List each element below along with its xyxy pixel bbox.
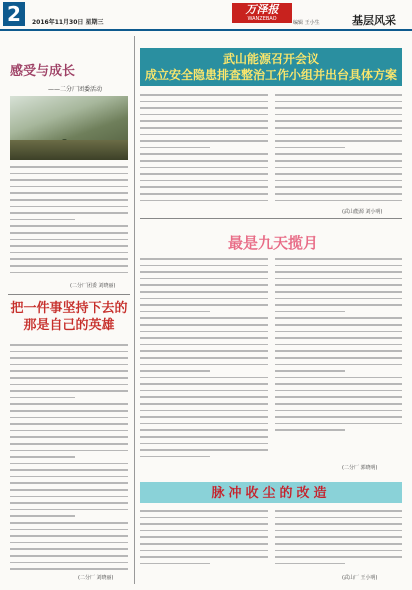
soldiers-group-photo	[10, 96, 128, 160]
divider	[8, 294, 130, 295]
headline-banner	[140, 48, 402, 86]
figure	[22, 142, 27, 154]
middle-article-body-left	[140, 258, 268, 472]
figure	[104, 142, 109, 154]
figure	[90, 141, 95, 154]
left-article2-signature: (二分厂 刘晓丽)	[78, 575, 114, 581]
left-article-body	[10, 166, 128, 278]
left-article-subtitle: ——二分厂团委活动	[48, 86, 103, 93]
left-article2-title: 把一件事坚持下去的那是自己的英雄	[10, 301, 128, 333]
middle-article-signature: (二分厂 郭晓明)	[342, 465, 378, 471]
middle-article-body-right	[275, 258, 402, 460]
banner-line-1: 武山能源召开会议	[222, 52, 319, 66]
page-header	[0, 0, 412, 30]
bottom-article-title-bar	[140, 482, 402, 503]
banner-article-signature: (武山能源 刘小明)	[342, 209, 383, 215]
page-number: 2	[3, 2, 25, 26]
banner-line-2: 成立安全隐患排查整治工作小组并出台具体方案	[144, 68, 397, 82]
issue-date: 2016年11月30日 星期三	[32, 19, 104, 26]
left-article-title: 感受与成长	[10, 64, 76, 79]
figure	[48, 142, 53, 154]
banner-article-body-right	[275, 94, 402, 206]
left-article-signature: (二分厂团委 刘晓丽)	[70, 283, 116, 289]
left-article2-body	[10, 344, 128, 570]
editor-line: 编辑 王小生	[293, 20, 320, 26]
banner-article-body-left	[140, 94, 268, 206]
section-title: 基层风采	[352, 14, 396, 27]
figure	[116, 140, 121, 154]
bottom-article-body-right	[275, 510, 402, 572]
bottom-article-body-left	[140, 510, 268, 572]
header-rule	[0, 29, 412, 31]
bottom-article-title: 脉冲收尘的改造	[211, 486, 331, 501]
brand-pinyin: WANZEBAO	[247, 16, 277, 22]
column-divider	[134, 36, 135, 584]
figure	[34, 140, 39, 154]
middle-article-title: 最是九天揽月	[228, 234, 319, 252]
bottom-article-signature: (武山厂 王小明)	[342, 575, 378, 581]
brand-name: 万泽报	[245, 3, 279, 16]
divider	[140, 218, 402, 219]
newspaper-logo	[232, 3, 292, 23]
figure	[76, 142, 81, 154]
figure	[62, 139, 67, 154]
